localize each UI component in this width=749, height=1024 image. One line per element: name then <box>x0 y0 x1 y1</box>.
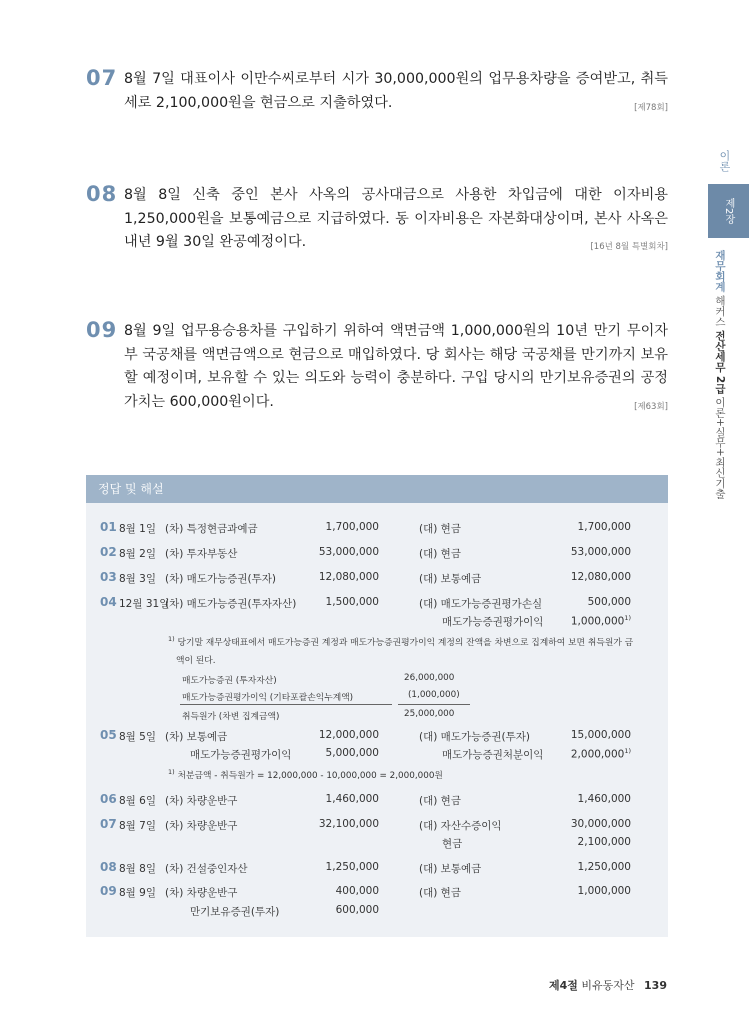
answer-date: 8월 1일 <box>119 523 156 535</box>
credit-account: (대) 현금 <box>419 523 461 535</box>
question-text: 8월 7일 대표이사 이만수씨로부터 시가 30,000,000원의 업무용차량을 증여받고, 취득세로 2,100,000원을 현금으로 지출하였다. <box>124 71 668 111</box>
calc-underline <box>398 704 470 705</box>
debit-account: (차) 차량운반구 <box>165 820 238 832</box>
footnote-line: 처분금액 - 취득원가 = 12,000,000 - 10,000,000 = 2,000,000원 <box>177 771 443 781</box>
debit-account: (차) 차량운반구 <box>165 795 238 807</box>
answer-number: 03 <box>100 570 117 584</box>
credit-amount: 2,100,000 <box>577 836 631 848</box>
credit-amount: 1,700,000 <box>577 521 631 533</box>
credit-account: 현금 <box>442 838 463 850</box>
debit-amount: 53,000,000 <box>318 546 379 558</box>
credit-account: (대) 현금 <box>419 795 461 807</box>
question-text: 8월 9일 업무용승용차를 구입하기 위하여 액면금액 1,000,000원의 10년 만기 무이자부 국공채를 액면금액으로 현금으로 매입하였다. 당 회사는 해당 국공채를 만기까지 보유할 예정이며, 보유할 수 있는 의도와 능력이 충분하다. 구입 당시의 만기보유증권의 공정가치는 600,000원이다. <box>124 323 668 410</box>
credit-account: (대) 보통예금 <box>419 573 482 585</box>
question-source: [16년 8월 특별회차] <box>590 242 668 252</box>
debit-amount: 32,100,000 <box>318 818 379 830</box>
debit-account: (차) 투자부동산 <box>165 548 238 560</box>
answer-box <box>86 475 668 937</box>
side-chapter-label: 제2장 <box>723 197 734 225</box>
question-08 <box>86 184 668 256</box>
calc-label: 매도가능증권 (투자자산) <box>182 676 277 686</box>
debit-amount: 5,000,000 <box>325 747 379 759</box>
debit-amount: 12,000,000 <box>318 729 379 741</box>
answer-date: 8월 9일 <box>119 887 156 899</box>
question-text: 8월 8일 신축 중인 본사 사옥의 공사대금으로 사용한 차입금에 대한 이자비용 1,250,000원을 보통예금으로 지급하였다. 동 이자비용은 자본화대상이며, 본사 사옥은 내년 9월 30일 완공예정이다. <box>124 187 668 250</box>
credit-amount: 15,000,000 <box>570 729 631 741</box>
credit-amount: 1,000,000 <box>577 885 631 897</box>
credit-amount: 500,000 <box>587 596 631 608</box>
footnote-marker: 1) <box>168 768 175 777</box>
answer-date: 8월 5일 <box>119 731 156 743</box>
debit-account: (차) 건설중인자산 <box>165 863 248 875</box>
credit-account: (대) 현금 <box>419 548 461 560</box>
footnote-05 <box>168 768 443 781</box>
debit-amount: 1,460,000 <box>325 793 379 805</box>
footnote-line: 당기말 재무상태표에서 매도가능증권 계정과 매도가능증권평가이익 계정의 잔액을 차변으로 집계하여 보면 취득원가 금 <box>177 638 634 648</box>
calc-value: (1,000,000) <box>408 690 460 700</box>
debit-amount: 1,250,000 <box>325 861 379 873</box>
answer-date: 8월 8일 <box>119 863 156 875</box>
credit-account: (대) 현금 <box>419 887 461 899</box>
credit-account: (대) 자산수증이익 <box>419 820 502 832</box>
footer-section: 비유동자산 <box>581 979 635 992</box>
answer-number: 09 <box>100 884 117 898</box>
credit-amount: 12,080,000 <box>570 571 631 583</box>
debit-amount: 1,500,000 <box>325 596 379 608</box>
credit-amount: 1,250,000 <box>577 861 631 873</box>
footnote-ref: 1) <box>624 747 631 755</box>
side-chapter-tab[interactable] <box>708 184 749 238</box>
debit-amount: 400,000 <box>335 885 379 897</box>
answer-number: 05 <box>100 728 117 742</box>
debit-account: (차) 특정현금과예금 <box>165 523 258 535</box>
debit-amount: 12,080,000 <box>318 571 379 583</box>
debit-account: (차) 매도가능증권(투자자산) <box>165 598 297 610</box>
question-09 <box>86 320 668 416</box>
answer-number: 02 <box>100 545 117 559</box>
question-07 <box>86 68 668 118</box>
page-number: 139 <box>644 979 667 992</box>
page-footer <box>549 977 667 993</box>
credit-account: (대) 보통예금 <box>419 863 482 875</box>
answer-date: 12월 31일 <box>119 598 170 610</box>
footnote-ref: 1) <box>624 614 631 622</box>
credit-amount: 30,000,000 <box>570 818 631 830</box>
calc-underline <box>180 704 392 705</box>
answer-heading: 정답 및 해설 <box>86 475 668 503</box>
debit-account: 매도가능증권평가이익 <box>190 749 292 761</box>
footnote-04 <box>168 635 633 648</box>
calc-value: 25,000,000 <box>404 709 455 719</box>
debit-account: (차) 매도가능증권(투자) <box>165 573 277 585</box>
side-book-sub: 이론+실무+최신기출 <box>714 397 726 499</box>
answer-date: 8월 6일 <box>119 795 156 807</box>
answer-date: 8월 2일 <box>119 548 156 560</box>
side-book-title <box>713 250 728 499</box>
debit-account: 만기보유증권(투자) <box>190 906 280 918</box>
debit-amount: 600,000 <box>335 904 379 916</box>
credit-account: (대) 매도가능증권(투자) <box>419 731 531 743</box>
answer-number: 08 <box>100 860 117 874</box>
footnote-04-line2: 액이 된다. <box>176 656 216 666</box>
side-part: 재무회계 <box>714 250 726 292</box>
question-number: 08 <box>86 182 118 206</box>
debit-account: (차) 보통예금 <box>165 731 228 743</box>
question-source: [제78회] <box>634 102 668 113</box>
calc-label: 취득원가 (차변 집계금액) <box>182 712 280 722</box>
debit-amount: 1,700,000 <box>325 521 379 533</box>
credit-account: (대) 매도가능증권평가손실 <box>419 598 543 610</box>
answer-number: 04 <box>100 595 117 609</box>
calc-label: 매도가능증권평가이익 (기타포괄손익누계액) <box>182 693 354 703</box>
answer-number: 01 <box>100 520 117 534</box>
calc-value: 26,000,000 <box>404 673 455 683</box>
credit-amount: 1,460,000 <box>577 793 631 805</box>
footnote-marker: 1) <box>168 635 175 644</box>
answer-number: 07 <box>100 817 117 831</box>
side-book-name: 전산세무 2급 <box>714 330 726 394</box>
answer-number: 06 <box>100 792 117 806</box>
credit-amount: 2,000,000 <box>570 748 625 761</box>
question-number: 09 <box>86 318 118 342</box>
credit-amount: 53,000,000 <box>570 546 631 558</box>
answer-date: 8월 3일 <box>119 573 156 585</box>
side-brand: 해커스 <box>714 295 726 327</box>
credit-amount: 1,000,000 <box>570 615 625 628</box>
question-number: 07 <box>86 66 118 90</box>
credit-account: 매도가능증권평가이익 <box>442 616 544 628</box>
footer-chapter: 제4절 <box>548 979 578 992</box>
side-section-title: 이론 <box>718 150 731 172</box>
answer-date: 8월 7일 <box>119 820 156 832</box>
question-source: [제63회] <box>634 401 668 412</box>
debit-account: (차) 차량운반구 <box>165 887 238 899</box>
credit-account: 매도가능증권처분이익 <box>442 749 544 761</box>
